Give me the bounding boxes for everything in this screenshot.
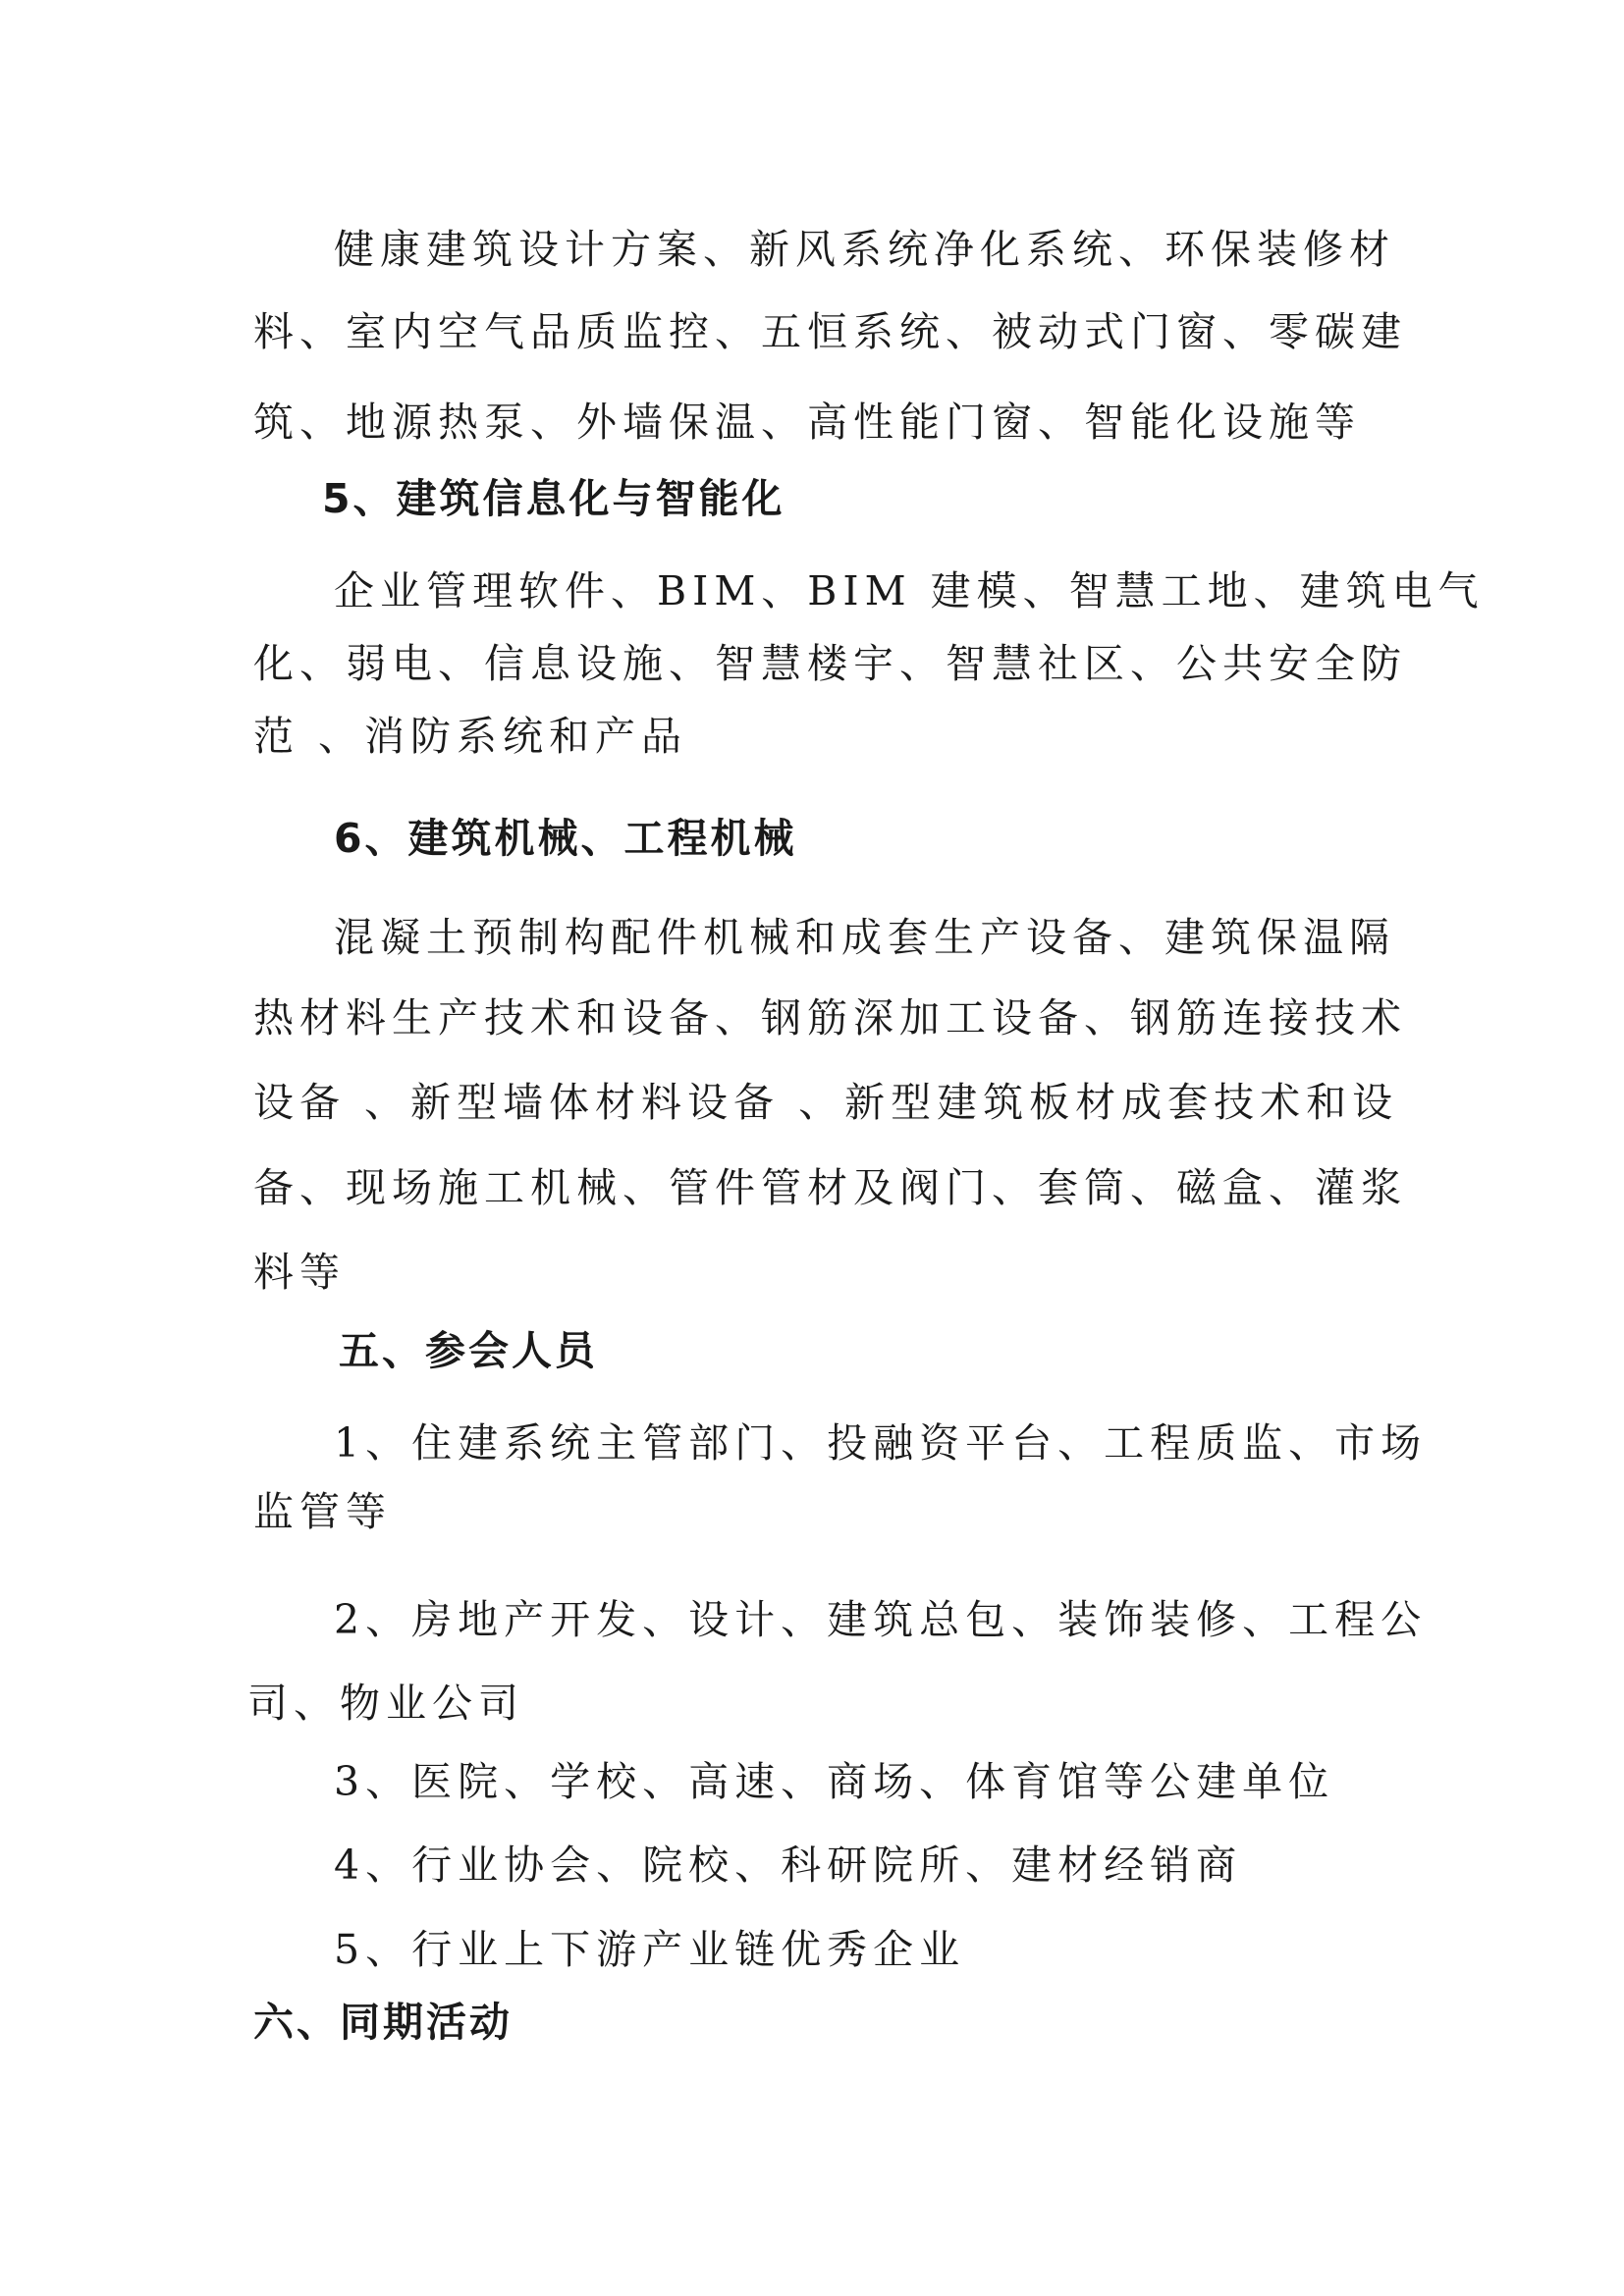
list-item-continuation: 监管等: [253, 1488, 392, 1535]
list-item: 4、行业协会、院校、科研院所、建材经销商: [334, 1842, 1243, 1889]
section-heading: 六、同期活动: [253, 1999, 513, 2046]
paragraph-line: 热材料生产技术和设备、钢筋深加工设备、钢筋连接技术: [253, 994, 1407, 1041]
list-item-continuation: 司、物业公司: [247, 1680, 524, 1727]
paragraph-line: 备、现场施工机械、管件管材及阀门、套筒、磁盒、灌浆: [253, 1164, 1407, 1211]
paragraph-line: 健康建筑设计方案、新风系统净化系统、环保装修材: [334, 226, 1395, 273]
paragraph-line: 料、室内空气品质监控、五恒系统、被动式门窗、零碳建: [253, 308, 1407, 355]
paragraph-line: 企业管理软件、BIM、BIM 建模、智慧工地、建筑电气: [334, 567, 1485, 614]
paragraph-line: 范 、消防系统和产品: [253, 713, 688, 760]
list-item: 5、行业上下游产业链优秀企业: [334, 1926, 966, 1973]
section-heading: 6、建筑机械、工程机械: [334, 815, 797, 862]
list-item: 3、医院、学校、高速、商场、体育馆等公建单位: [334, 1758, 1335, 1805]
paragraph-line: 化、弱电、信息设施、智慧楼宇、智慧社区、公共安全防: [253, 640, 1407, 687]
paragraph-line: 混凝土预制构配件机械和成套生产设备、建筑保温隔: [334, 914, 1395, 961]
section-heading: 5、建筑信息化与智能化: [322, 475, 785, 522]
list-item: 1、住建系统主管部门、投融资平台、工程质监、市场: [334, 1419, 1428, 1467]
paragraph-line: 料等: [253, 1249, 346, 1296]
list-item: 2、房地产开发、设计、建筑总包、装饰装修、工程公: [334, 1596, 1428, 1643]
paragraph-line: 设备 、新型墙体材料设备 、新型建筑板材成套技术和设: [253, 1079, 1399, 1126]
section-heading: 五、参会人员: [339, 1327, 598, 1374]
paragraph-line: 筑、地源热泵、外墙保温、高性能门窗、智能化设施等: [253, 399, 1361, 446]
